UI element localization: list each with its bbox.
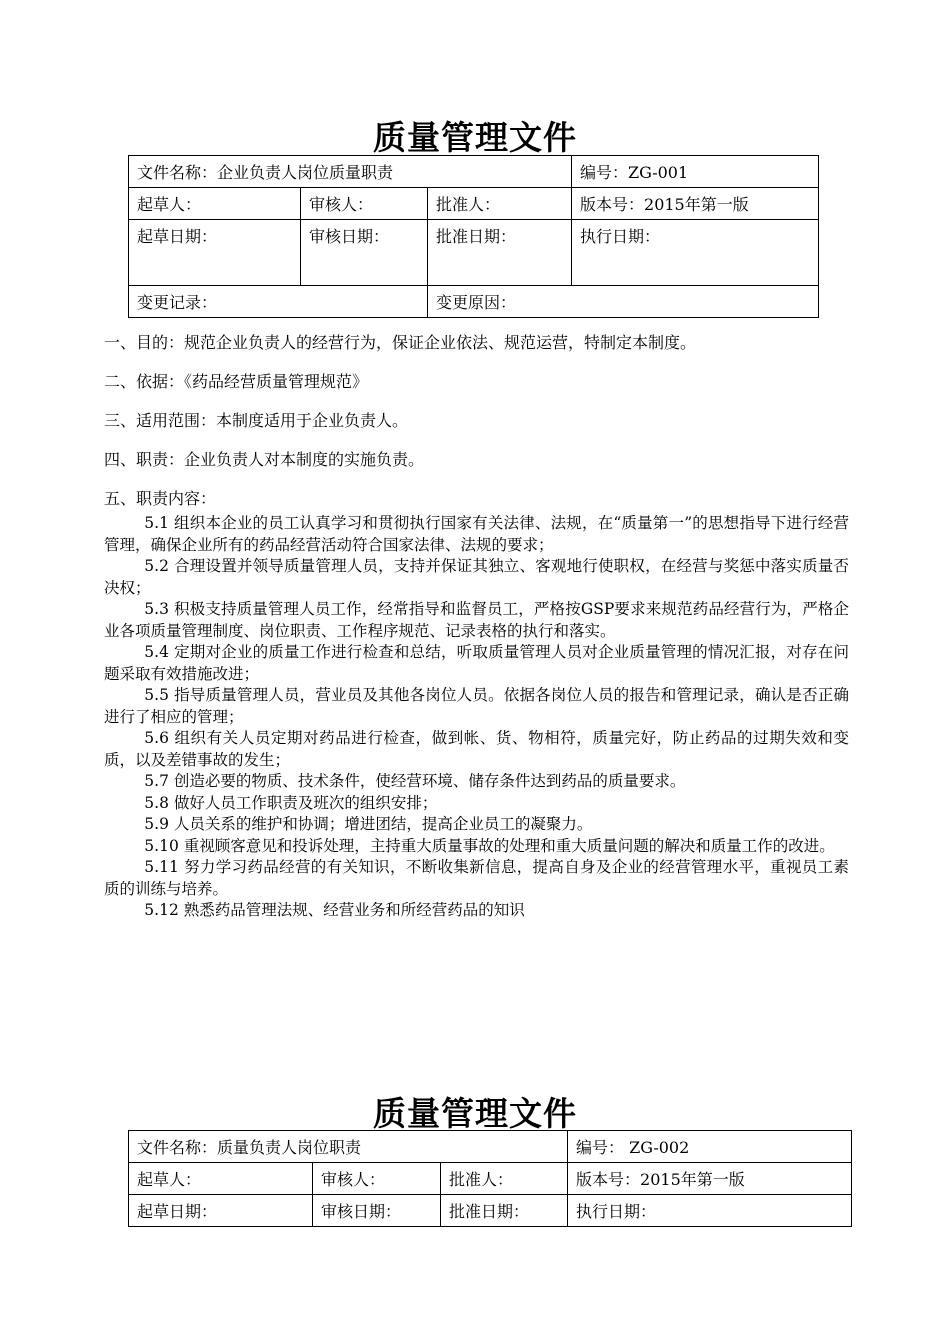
duty-item: 5.1 组织本企业的员工认真学习和贯彻执行国家有关法律、法规，在“质量第一”的思想指导下进行经营管理，确保企业所有的药品经营活动符合国家法律、法规的要求；: [104, 514, 849, 554]
document-title: 质量管理文件: [373, 118, 577, 157]
file-name-cell: 文件名称：质量负责人岗位职责: [129, 1131, 568, 1163]
file-name-cell: 文件名称：企业负责人岗位质量职责: [129, 156, 572, 188]
approve-date-cell: 批准日期：: [428, 220, 572, 286]
duty-item: 5.11 努力学习药品经营的有关知识，不断收集新信息，提高自身及企业的经营管理水平，重视员工素质的训练与培养。: [104, 858, 849, 898]
section-heading: 五、: [104, 489, 137, 508]
change-record-cell: 变更记录：: [129, 286, 428, 318]
section-heading: 二、依据：: [104, 372, 185, 391]
section-basis: [104, 371, 368, 393]
document-number-cell: 编号：ZG-001: [572, 156, 819, 188]
drafter-cell: 起草人：: [129, 188, 301, 220]
duty-item: 5.9 人员关系的维护和协调；增进团结，提高企业员工的凝聚力。: [144, 815, 593, 833]
duty-item: 5.8 做好人员工作职责及班次的组织安排；: [144, 793, 438, 812]
section-duty: [104, 449, 424, 471]
version-cell: 版本号：2015年第一版: [568, 1163, 852, 1195]
duty-item: 5.7 创造必要的物质、技术条件，使经营环境、储存条件达到药品的质量要求。: [144, 772, 686, 790]
section-purpose: [104, 332, 696, 354]
duty-item: 5.12 熟悉药品管理法规、经营业务和所经营药品的知识: [144, 901, 525, 919]
exec-date-cell: 执行日期：: [572, 220, 819, 286]
section-text: 本制度适用于企业负责人。: [216, 411, 409, 430]
review-date-cell: 审核日期：: [313, 1195, 441, 1227]
version-cell: 版本号：2015年第一版: [572, 188, 819, 220]
duty-item: 5.6 组织有关人员定期对药品进行检查，做到帐、货、物相符，质量完好，防止药品的过期失效和变质，以及差错事故的发生；: [104, 729, 849, 769]
reviewer-cell: 审核人：: [313, 1163, 441, 1195]
section-text: 《药品经营质量管理规范》: [184, 372, 369, 391]
duty-content-list: [104, 513, 849, 922]
section-heading: 四、职责：: [104, 450, 185, 469]
document-number-cell: 编号： ZG-002: [568, 1131, 852, 1163]
review-date-cell: 审核日期：: [301, 220, 428, 286]
section-text: 规范企业负责人的经营行为，保证企业依法、规范运营，特制定本制度。: [184, 333, 697, 352]
exec-date-cell: 执行日期：: [568, 1195, 852, 1227]
section-scope: [104, 410, 408, 432]
document-info-table-2: [128, 1130, 852, 1227]
draft-date-cell: 起草日期：: [129, 1195, 313, 1227]
reviewer-cell: 审核人：: [301, 188, 428, 220]
duty-item: 5.2 合理设置并领导质量管理人员，支持并保证其独立、客观地行使职权，在经营与奖惩中落实质量否决权；: [104, 557, 849, 597]
approver-cell: 批准人：: [428, 188, 572, 220]
duty-item: 5.10 重视顾客意见和投诉处理，主持重大质量事故的处理和重大质量问题的解决和质量工作的改进。: [144, 836, 835, 855]
duty-item: 5.5 指导质量管理人员，营业员及其他各岗位人员。依据各岗位人员的报告和管理记录，确认是否正确进行了相应的管理；: [104, 686, 849, 726]
duty-item: 5.3 积极支持质量管理人员工作，经常指导和监督员工，严格按GSP要求来规范药品经营行为，严格企业各项质量管理制度、岗位职责、工作程序规范、记录表格的执行和落实。: [104, 600, 849, 640]
change-reason-cell: 变更原因：: [428, 286, 819, 318]
section-heading: 一、目的：: [104, 333, 185, 352]
duty-item: 5.4 定期对企业的质量工作进行检查和总结，听取质量管理人员对企业质量管理的情况汇报，对存在问题采取有效措施改进；: [104, 643, 849, 683]
drafter-cell: 起草人：: [129, 1163, 313, 1195]
document-title-2: 质量管理文件: [373, 1094, 577, 1133]
draft-date-cell: 起草日期：: [129, 220, 301, 286]
approver-cell: 批准人：: [441, 1163, 568, 1195]
section-text: 职责内容：: [136, 489, 217, 508]
approve-date-cell: 批准日期：: [441, 1195, 568, 1227]
section-text: 企业负责人对本制度的实施负责。: [184, 450, 425, 469]
section-content: [104, 488, 216, 510]
document-info-table: [128, 155, 819, 318]
section-heading: 三、适用范围：: [104, 411, 217, 430]
